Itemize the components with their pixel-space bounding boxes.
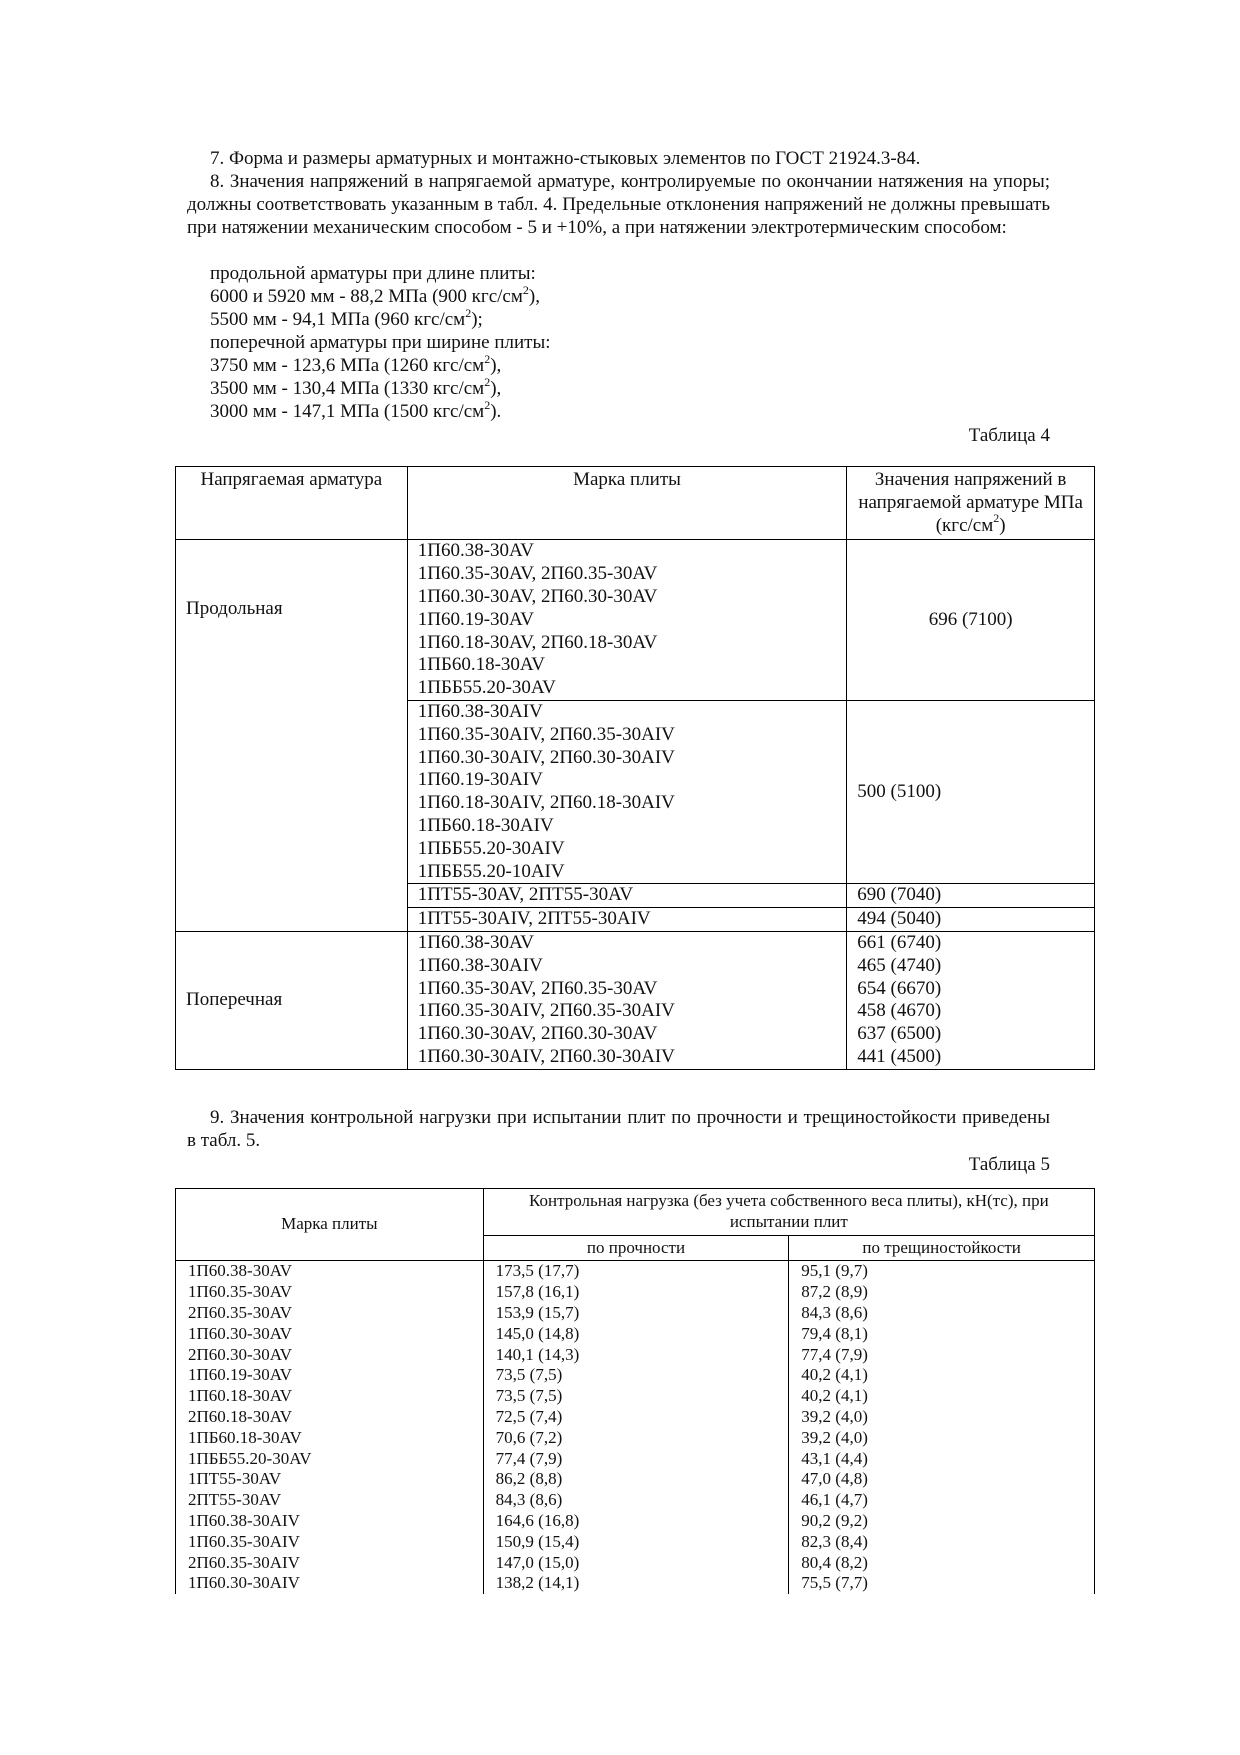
tension-line: 5500 мм - 94,1 МПа (960 кгс/$см^2$); (210, 305, 483, 330)
header-reinforcement: Напрягаемая арматура (176, 467, 408, 540)
table-row (176, 1469, 1095, 1490)
slab-mark-cell: 1П60.19-30AV (176, 1365, 484, 1386)
slab-mark-cell: 1П60.18-30AV (176, 1386, 484, 1407)
strength-load-cell: 147,0 (15,0) (483, 1553, 789, 1574)
strength-load-cell: 173,5 (17,7) (483, 1261, 789, 1282)
table-row (176, 1261, 1095, 1282)
table-5-caption: Таблица 5 (968, 1154, 1050, 1175)
tension-line: поперечной арматуры при ширине плиты: (210, 332, 551, 353)
crack-load-cell: 84,3 (8,6) (789, 1303, 1095, 1324)
slab-mark-cell: 2ПТ55-30AV (176, 1490, 484, 1511)
marks-cell: 1П60.38-30AV 1П60.38-30AIV 1П60.35-30AV, 2П60.35-30AV 1П60.35-30AIV, 2П60.35-30AIV 1П60.30-30AV, 2П60.30-30AV 1П60.30-30AIV, 2П60.30-30AIV (407, 931, 847, 1069)
tension-line: 3500 мм - 130,4 МПа (1330 кгс/$см^2$), (210, 374, 502, 399)
strength-load-cell: 157,8 (16,1) (483, 1282, 789, 1303)
slab-mark-cell: 1П60.38-30AIV (176, 1511, 484, 1532)
slab-mark-cell: 1П60.38-30AV (176, 1261, 484, 1282)
crack-load-cell: 47,0 (4,8) (789, 1469, 1095, 1490)
strength-load-cell: 164,6 (16,8) (483, 1511, 789, 1532)
crack-load-cell: 90,2 (9,2) (789, 1511, 1095, 1532)
crack-load-cell: 75,5 (7,7) (789, 1573, 1095, 1594)
strength-load-cell: 70,6 (7,2) (483, 1428, 789, 1449)
table-4 (175, 466, 1095, 1070)
strength-load-cell: 73,5 (7,5) (483, 1365, 789, 1386)
table-row (176, 931, 1095, 1069)
header-stress-values: Значения напряжений в напрягаемой арматуре МПа $(кгс/см^2)$ (847, 467, 1095, 540)
strength-load-cell: 150,9 (15,4) (483, 1532, 789, 1553)
paragraph-9: 9. Значения контрольной нагрузки при испытании плит по прочности и трещиностойкости приведены в табл. 5. (187, 1107, 1050, 1151)
stress-value: 690 (7040) (847, 884, 1095, 908)
table-row (176, 1365, 1095, 1386)
table-row (176, 540, 1095, 701)
table-row (176, 1511, 1095, 1532)
strength-load-cell: 84,3 (8,6) (483, 1490, 789, 1511)
slab-mark-cell: 1П60.30-30AV (176, 1324, 484, 1345)
header-control-load: Контрольная нагрузка (без учета собственного веса плиты), кН(тс), при испытании плит (483, 1189, 1094, 1236)
table-row (176, 1303, 1095, 1324)
table-row (176, 1428, 1095, 1449)
crack-load-cell: 39,2 (4,0) (789, 1428, 1095, 1449)
table-row (176, 1449, 1095, 1470)
crack-load-cell: 82,3 (8,4) (789, 1532, 1095, 1553)
slab-mark-cell: 1ПТ55-30AV (176, 1469, 484, 1490)
slab-mark-cell: 2П60.35-30AIV (176, 1553, 484, 1574)
table-row (176, 1282, 1095, 1303)
crack-load-cell: 87,2 (8,9) (789, 1282, 1095, 1303)
marks-cell: 1ПТ55-30AV, 2ПТ55-30AV (407, 884, 847, 908)
stress-value: 494 (5040) (847, 908, 1095, 932)
strength-load-cell: 138,2 (14,1) (483, 1573, 789, 1594)
strength-load-cell: 73,5 (7,5) (483, 1386, 789, 1407)
header-slab-mark: Марка плиты (176, 1189, 484, 1261)
crack-load-cell: 79,4 (8,1) (789, 1324, 1095, 1345)
marks-cell: 1П60.38-30AV 1П60.35-30AV, 2П60.35-30AV 1П60.30-30AV, 2П60.30-30AV 1П60.19-30AV 1П60.18-30AV, 2П60.18-30AV 1ПБ60.18-30AV 1ПББ55.20-30AV (407, 540, 847, 701)
slab-mark-cell: 1П60.35-30AIV (176, 1532, 484, 1553)
stress-value: 500 (5100) (847, 700, 1095, 883)
table-row (176, 1345, 1095, 1366)
table-5 (175, 1188, 1095, 1594)
group-transverse: Поперечная (176, 931, 408, 1069)
slab-mark-cell: 1ПБ60.18-30AV (176, 1428, 484, 1449)
crack-load-cell: 43,1 (4,4) (789, 1449, 1095, 1470)
slab-mark-cell: 1П60.30-30AIV (176, 1573, 484, 1594)
table-row (176, 1490, 1095, 1511)
strength-load-cell: 72,5 (7,4) (483, 1407, 789, 1428)
table-row (176, 1573, 1095, 1594)
marks-cell: 1ПТ55-30AIV, 2ПТ55-30AIV (407, 908, 847, 932)
table-row (176, 1553, 1095, 1574)
group-longitudinal: Продольная (176, 540, 408, 932)
crack-load-cell: 46,1 (4,7) (789, 1490, 1095, 1511)
slab-mark-cell: 1П60.35-30AV (176, 1282, 484, 1303)
slab-mark-cell: 1ПББ55.20-30AV (176, 1449, 484, 1470)
header-slab-mark: Марка плиты (407, 467, 847, 540)
tension-line: 6000 и 5920 мм - 88,2 МПа (900 кгс/$см^2$), (210, 282, 540, 307)
strength-load-cell: 145,0 (14,8) (483, 1324, 789, 1345)
table-row (176, 1407, 1095, 1428)
crack-load-cell: 95,1 (9,7) (789, 1261, 1095, 1282)
table-4-header-row (176, 467, 1095, 540)
crack-load-cell: 80,4 (8,2) (789, 1553, 1095, 1574)
paragraph-8: 8. Значения напряжений в напрягаемой арматуре, контролируемые по окончании натяжения на упоры; должны соответствовать указанным в табл. 4. Предельные отклонения напряжений не должны превышать при натяжении механическим способом - 5 и +10%, а при натяжении электротермическим способом: (187, 171, 1050, 238)
stress-value: 696 (7100) (847, 540, 1095, 701)
crack-load-cell: 77,4 (7,9) (789, 1345, 1095, 1366)
header-crack-resistance: по трещиностойкости (789, 1235, 1095, 1261)
table-4-caption: Таблица 4 (968, 425, 1050, 446)
tension-line: 3750 мм - 123,6 МПа (1260 кгс/$см^2$), (210, 351, 502, 376)
strength-load-cell: 86,2 (8,8) (483, 1469, 789, 1490)
marks-cell: 1П60.38-30AIV 1П60.35-30AIV, 2П60.35-30AIV 1П60.30-30AIV, 2П60.30-30AIV 1П60.19-30AIV 1П60.18-30AIV, 2П60.18-30AIV 1ПБ60.18-30AIV 1ПББ55.20-30AIV 1ПББ55.20-10AIV (407, 700, 847, 883)
header-strength: по прочности (483, 1235, 789, 1261)
strength-load-cell: 153,9 (15,7) (483, 1303, 789, 1324)
table-row (176, 1386, 1095, 1407)
slab-mark-cell: 2П60.35-30AV (176, 1303, 484, 1324)
crack-load-cell: 40,2 (4,1) (789, 1386, 1095, 1407)
crack-load-cell: 40,2 (4,1) (789, 1365, 1095, 1386)
paragraph-7: 7. Форма и размеры арматурных и монтажно-стыковых элементов по ГОСТ 21924.3-84. (210, 148, 921, 169)
strength-load-cell: 140,1 (14,3) (483, 1345, 789, 1366)
slab-mark-cell: 2П60.30-30AV (176, 1345, 484, 1366)
strength-load-cell: 77,4 (7,9) (483, 1449, 789, 1470)
stress-values-cell: 661 (6740) 465 (4740) 654 (6670) 458 (4670) 637 (6500) 441 (4500) (847, 931, 1095, 1069)
crack-load-cell: 39,2 (4,0) (789, 1407, 1095, 1428)
tension-line: продольной арматуры при длине плиты: (210, 263, 536, 284)
slab-mark-cell: 2П60.18-30AV (176, 1407, 484, 1428)
table-5-body (176, 1261, 1095, 1594)
table-row (176, 1324, 1095, 1345)
table-row (176, 1532, 1095, 1553)
tension-line: 3000 мм - 147,1 МПа (1500 кгс/$см^2$). (210, 397, 502, 422)
